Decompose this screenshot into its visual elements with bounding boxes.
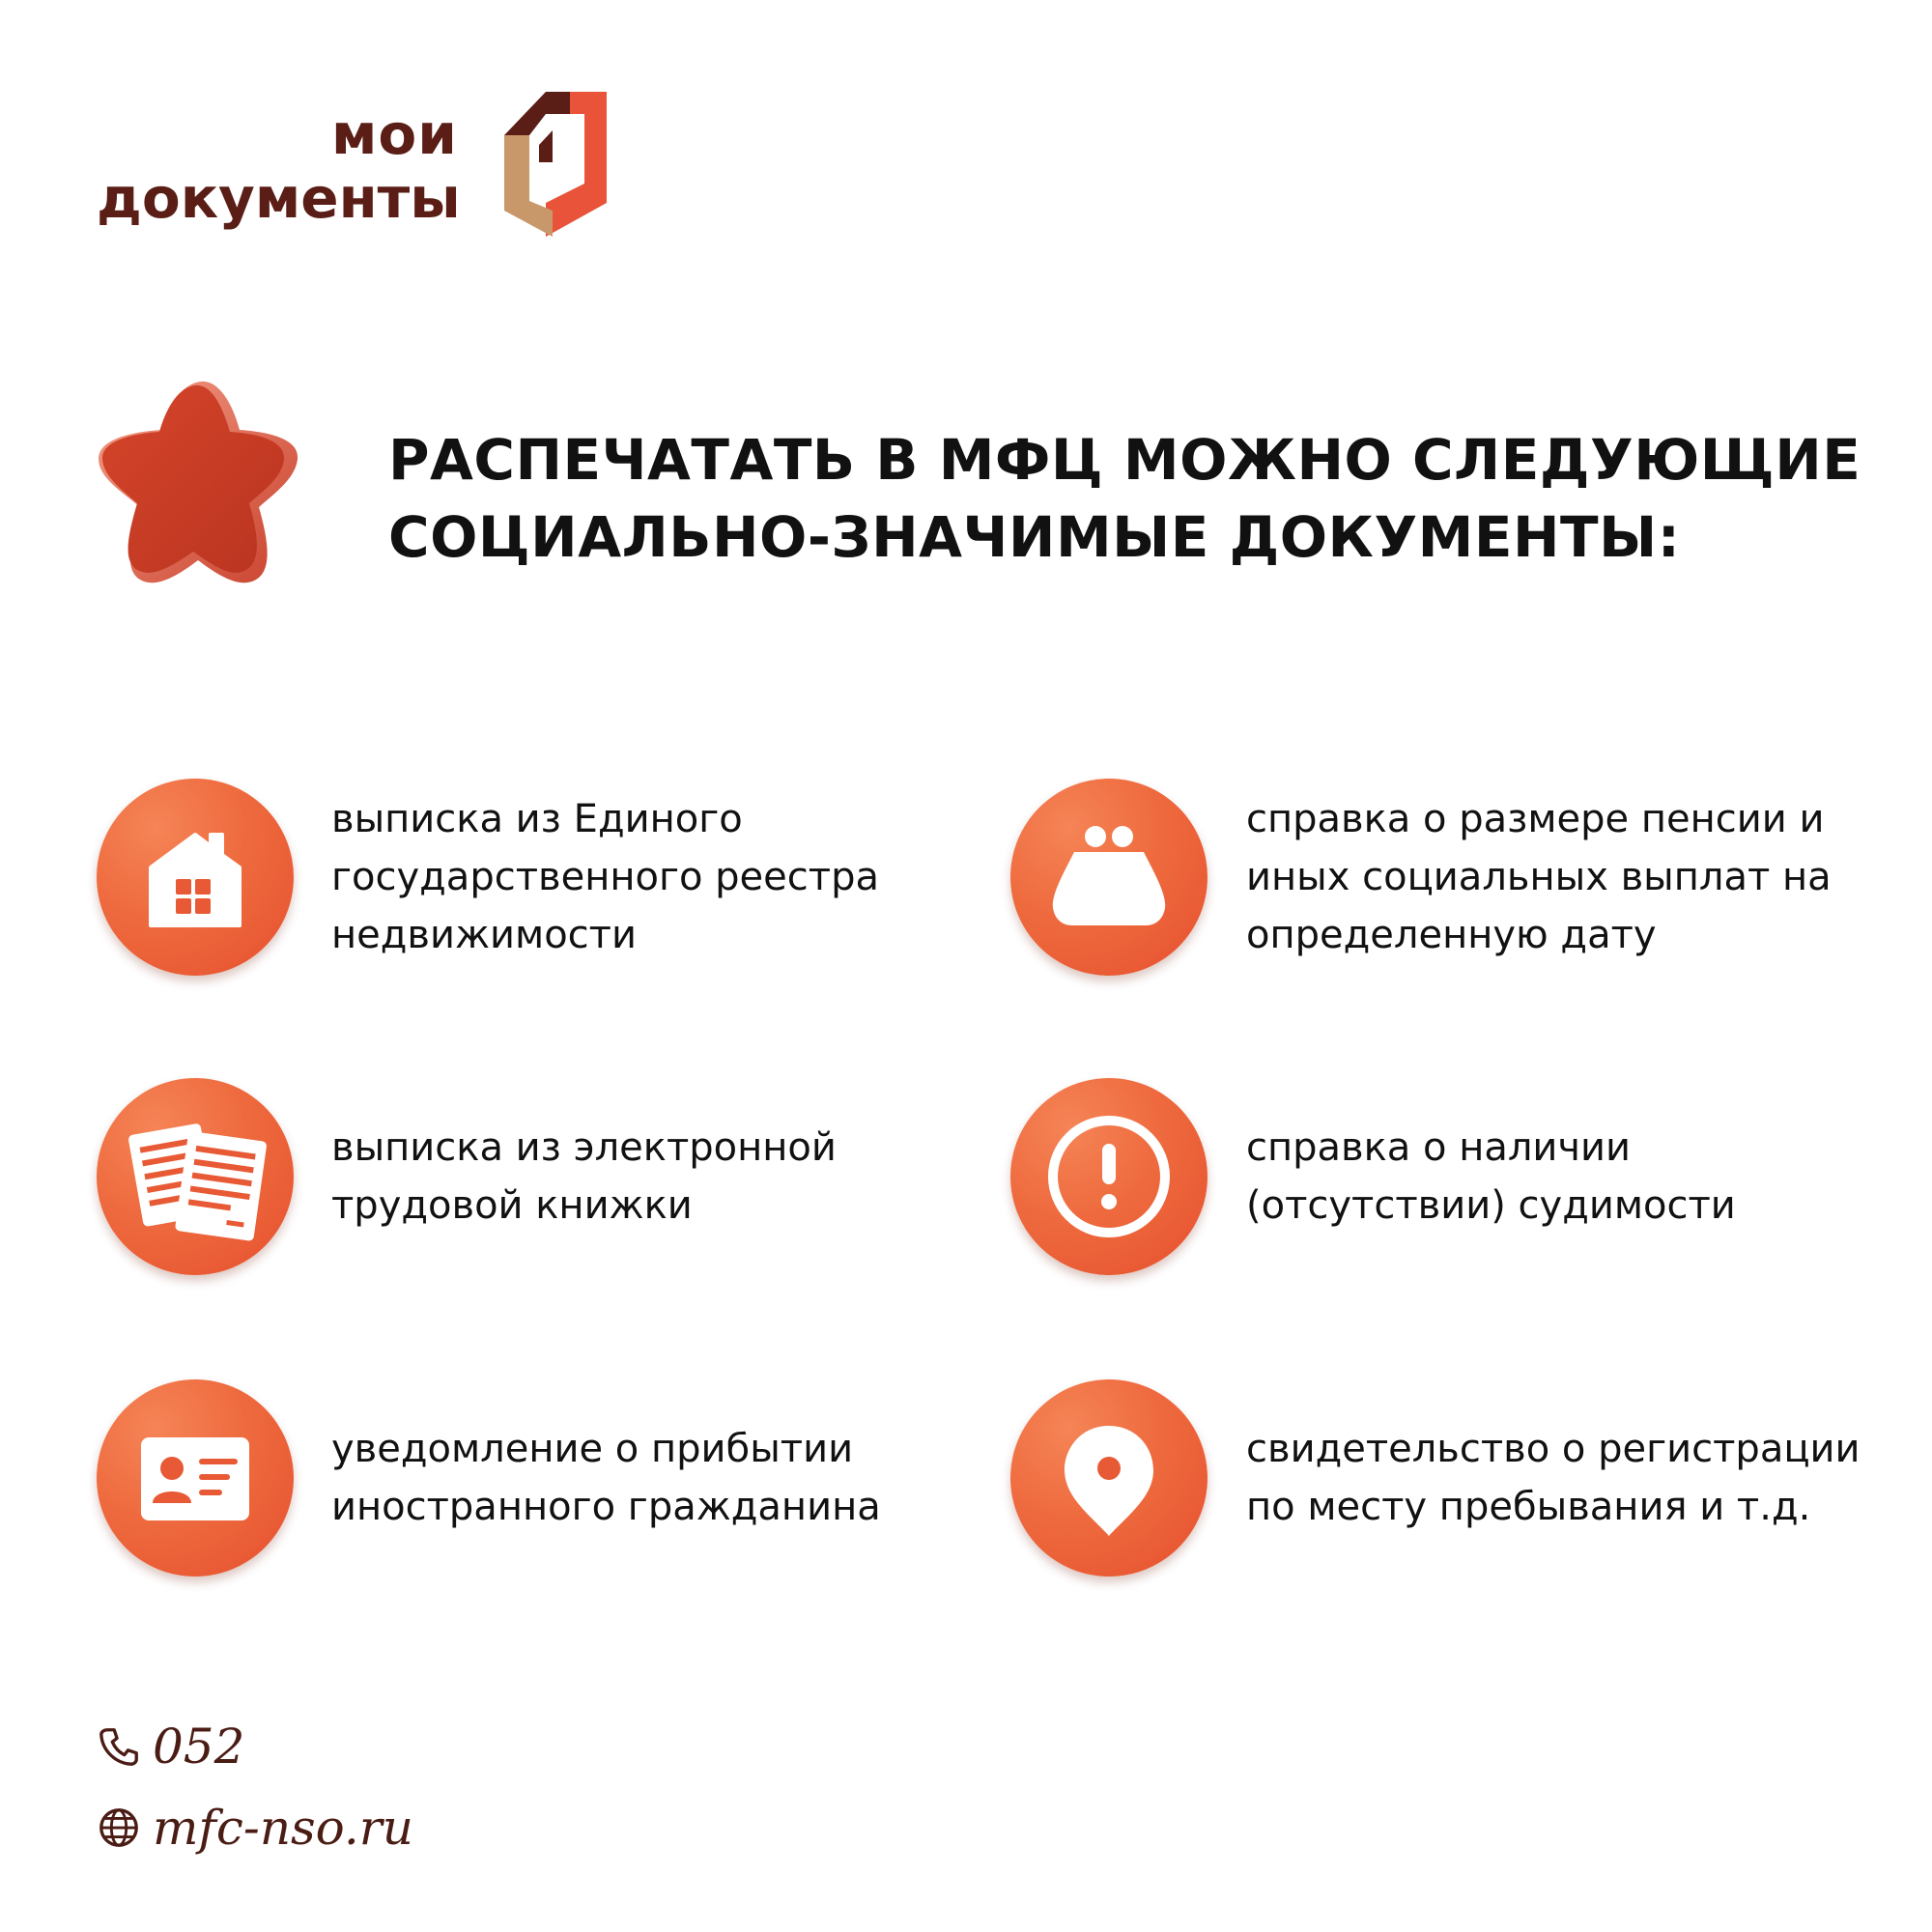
logo-text-moi: мои — [331, 101, 458, 167]
logo-mark-icon — [493, 87, 609, 242]
logo — [97, 87, 638, 251]
page-title-line-1: РАСПЕЧАТАТЬ В МФЦ МОЖНО СЛЕДУЮЩИЕ — [388, 427, 1861, 493]
id-card-icon — [97, 1379, 294, 1577]
phone-number: 052 — [153, 1719, 245, 1775]
list-item-text: уведомление о прибытии иностранного гражданина — [331, 1427, 881, 1529]
star-icon — [87, 372, 319, 604]
list-item-text: справка о размере пенсии и иных социальных выплат на определенную дату — [1246, 797, 1832, 957]
phone-icon — [97, 1724, 141, 1769]
page-title-line-2: СОЦИАЛЬНО-ЗНАЧИМЫЕ ДОКУМЕНТЫ: — [388, 504, 1681, 570]
house-icon — [97, 779, 294, 976]
exclamation-icon — [1010, 1078, 1208, 1275]
website-contact[interactable] — [97, 1797, 413, 1859]
list-item-text: выписка из электронной трудовой книжки — [331, 1125, 837, 1228]
list-item-text: свидетельство о регистрации по месту пребывания и т.д. — [1246, 1427, 1861, 1529]
website-link: mfc-nso.ru — [153, 1800, 413, 1856]
page-title — [388, 421, 1861, 576]
list-item-text: справка о наличии (отсутствии) судимости — [1246, 1125, 1736, 1228]
location-pin-icon — [1010, 1379, 1208, 1577]
logo-text-documents: документы — [97, 165, 461, 231]
list-item-text: выписка из Единого государственного реестра недвижимости — [331, 797, 879, 957]
purse-icon — [1010, 779, 1208, 976]
phone-contact[interactable] — [97, 1716, 244, 1777]
documents-icon — [97, 1078, 294, 1275]
globe-icon — [97, 1805, 141, 1850]
